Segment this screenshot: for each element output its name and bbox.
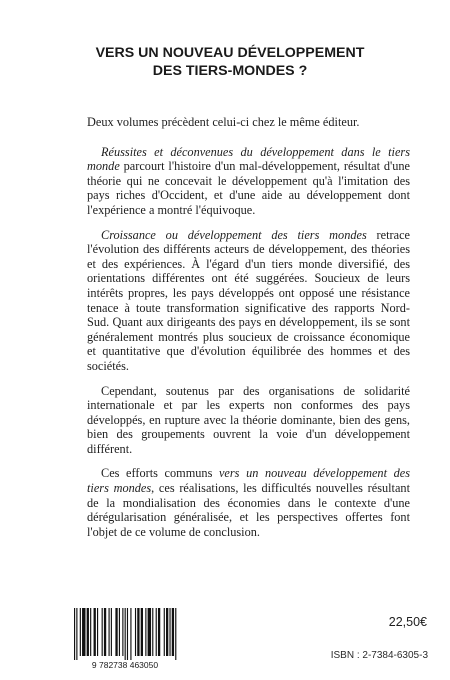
paragraph-1 <box>87 145 410 218</box>
barcode-bar <box>115 608 117 656</box>
barcode-bar <box>104 608 106 656</box>
barcode-bar <box>175 608 176 660</box>
barcode-bar <box>94 608 96 656</box>
barcode-bar <box>166 608 168 656</box>
barcode-bar <box>90 608 91 656</box>
barcode-bar <box>122 608 123 656</box>
paragraph-2-book-title: Croissance ou développement des tiers mondes <box>101 227 367 242</box>
intro-sentence: Deux volumes précèdent celui-ci chez le même éditeur. <box>87 115 360 129</box>
title-line-2: DES TIERS-MONDES ? <box>152 63 308 79</box>
paragraph-2 <box>87 228 410 374</box>
barcode-image <box>70 606 180 670</box>
paragraph-4-lead: Ces efforts communs <box>101 466 219 481</box>
paragraph-3-text: Cependant, soutenus par des organisations de solidarité internationale et par les experts non conformes des pays développés, en rupture avec la théorie dominante, bien des gens, bien des groupements ouvrent la voie d'un développement différent. <box>87 383 410 456</box>
barcode-bar <box>97 608 98 656</box>
barcode-bar <box>135 608 136 656</box>
barcode-bar <box>80 608 81 656</box>
barcode-bar <box>137 608 139 656</box>
paragraph-3 <box>87 384 410 457</box>
book-title <box>40 44 420 80</box>
paragraph-2-text: retrace l'évolution des différents acteurs de développement, des théories et des expériences. À l'égard d'un tiers monde diversifié, des orientations différentes ont été suggérées. Soucieux de leurs intérêts propres, les pays développés ont opposé une résistance tenace à toute transformation significative des rapports Nord-Sud. Quant aux dirigeants des pays en développement, ils se sont généralement montrés plus soucieux de croissance économique et quantitative que d'évolution équilibrée des hommes et des sociétés. <box>87 227 410 373</box>
barcode-bar <box>148 608 151 656</box>
barcode-bar <box>109 608 110 656</box>
barcode-bar <box>119 608 120 656</box>
barcode-bar <box>172 608 174 656</box>
paragraph-1-book-title: Réussites et déconvenues du développement dans le tiers monde <box>87 144 410 174</box>
barcode-bar <box>145 608 146 656</box>
barcode-number: 9 782738 463050 <box>91 660 159 670</box>
title-line-1: VERS UN NOUVEAU DÉVELOPPEMENT <box>95 45 365 61</box>
barcode-bar <box>152 608 153 656</box>
barcode-bar <box>130 608 131 660</box>
barcode-bar <box>158 608 160 656</box>
paragraph-4 <box>87 466 410 539</box>
barcode-bar <box>125 608 126 660</box>
barcode-bar <box>169 608 170 656</box>
paragraph-4-text: , ces réalisations, les difficultés nouvelles résultant de la mondialisation des économies dans le contexte d'une dérégularisation généralisée, et les perspectives offertes font l'objet de ce volume de conclusion. <box>87 481 410 539</box>
barcode-bar <box>127 608 128 660</box>
barcode <box>70 606 180 670</box>
barcode-bar <box>87 608 89 656</box>
paragraph-1-text: parcourt l'histoire d'un mal-développement, résultat d'une théorie qui ne concevait le développement qu'à l'imitation des pays riches d'Occident, et d'une aide au développement dont l'expérience a montré l'équivoque. <box>87 159 410 217</box>
barcode-bar <box>102 608 103 656</box>
barcode-bar <box>156 608 157 656</box>
isbn: ISBN : 2-7384-6305-3 <box>330 650 428 661</box>
barcode-bar <box>164 608 165 656</box>
barcode-bar <box>76 608 77 660</box>
barcode-bar <box>82 608 85 656</box>
paragraph-4-italic: vers un nouveau développement des tiers mondes <box>87 466 410 496</box>
barcode-bar <box>111 608 112 656</box>
barcode-bar <box>74 608 75 660</box>
barcode-bar <box>141 608 143 656</box>
blurb <box>87 115 410 549</box>
price: 22,50€ <box>388 615 427 629</box>
